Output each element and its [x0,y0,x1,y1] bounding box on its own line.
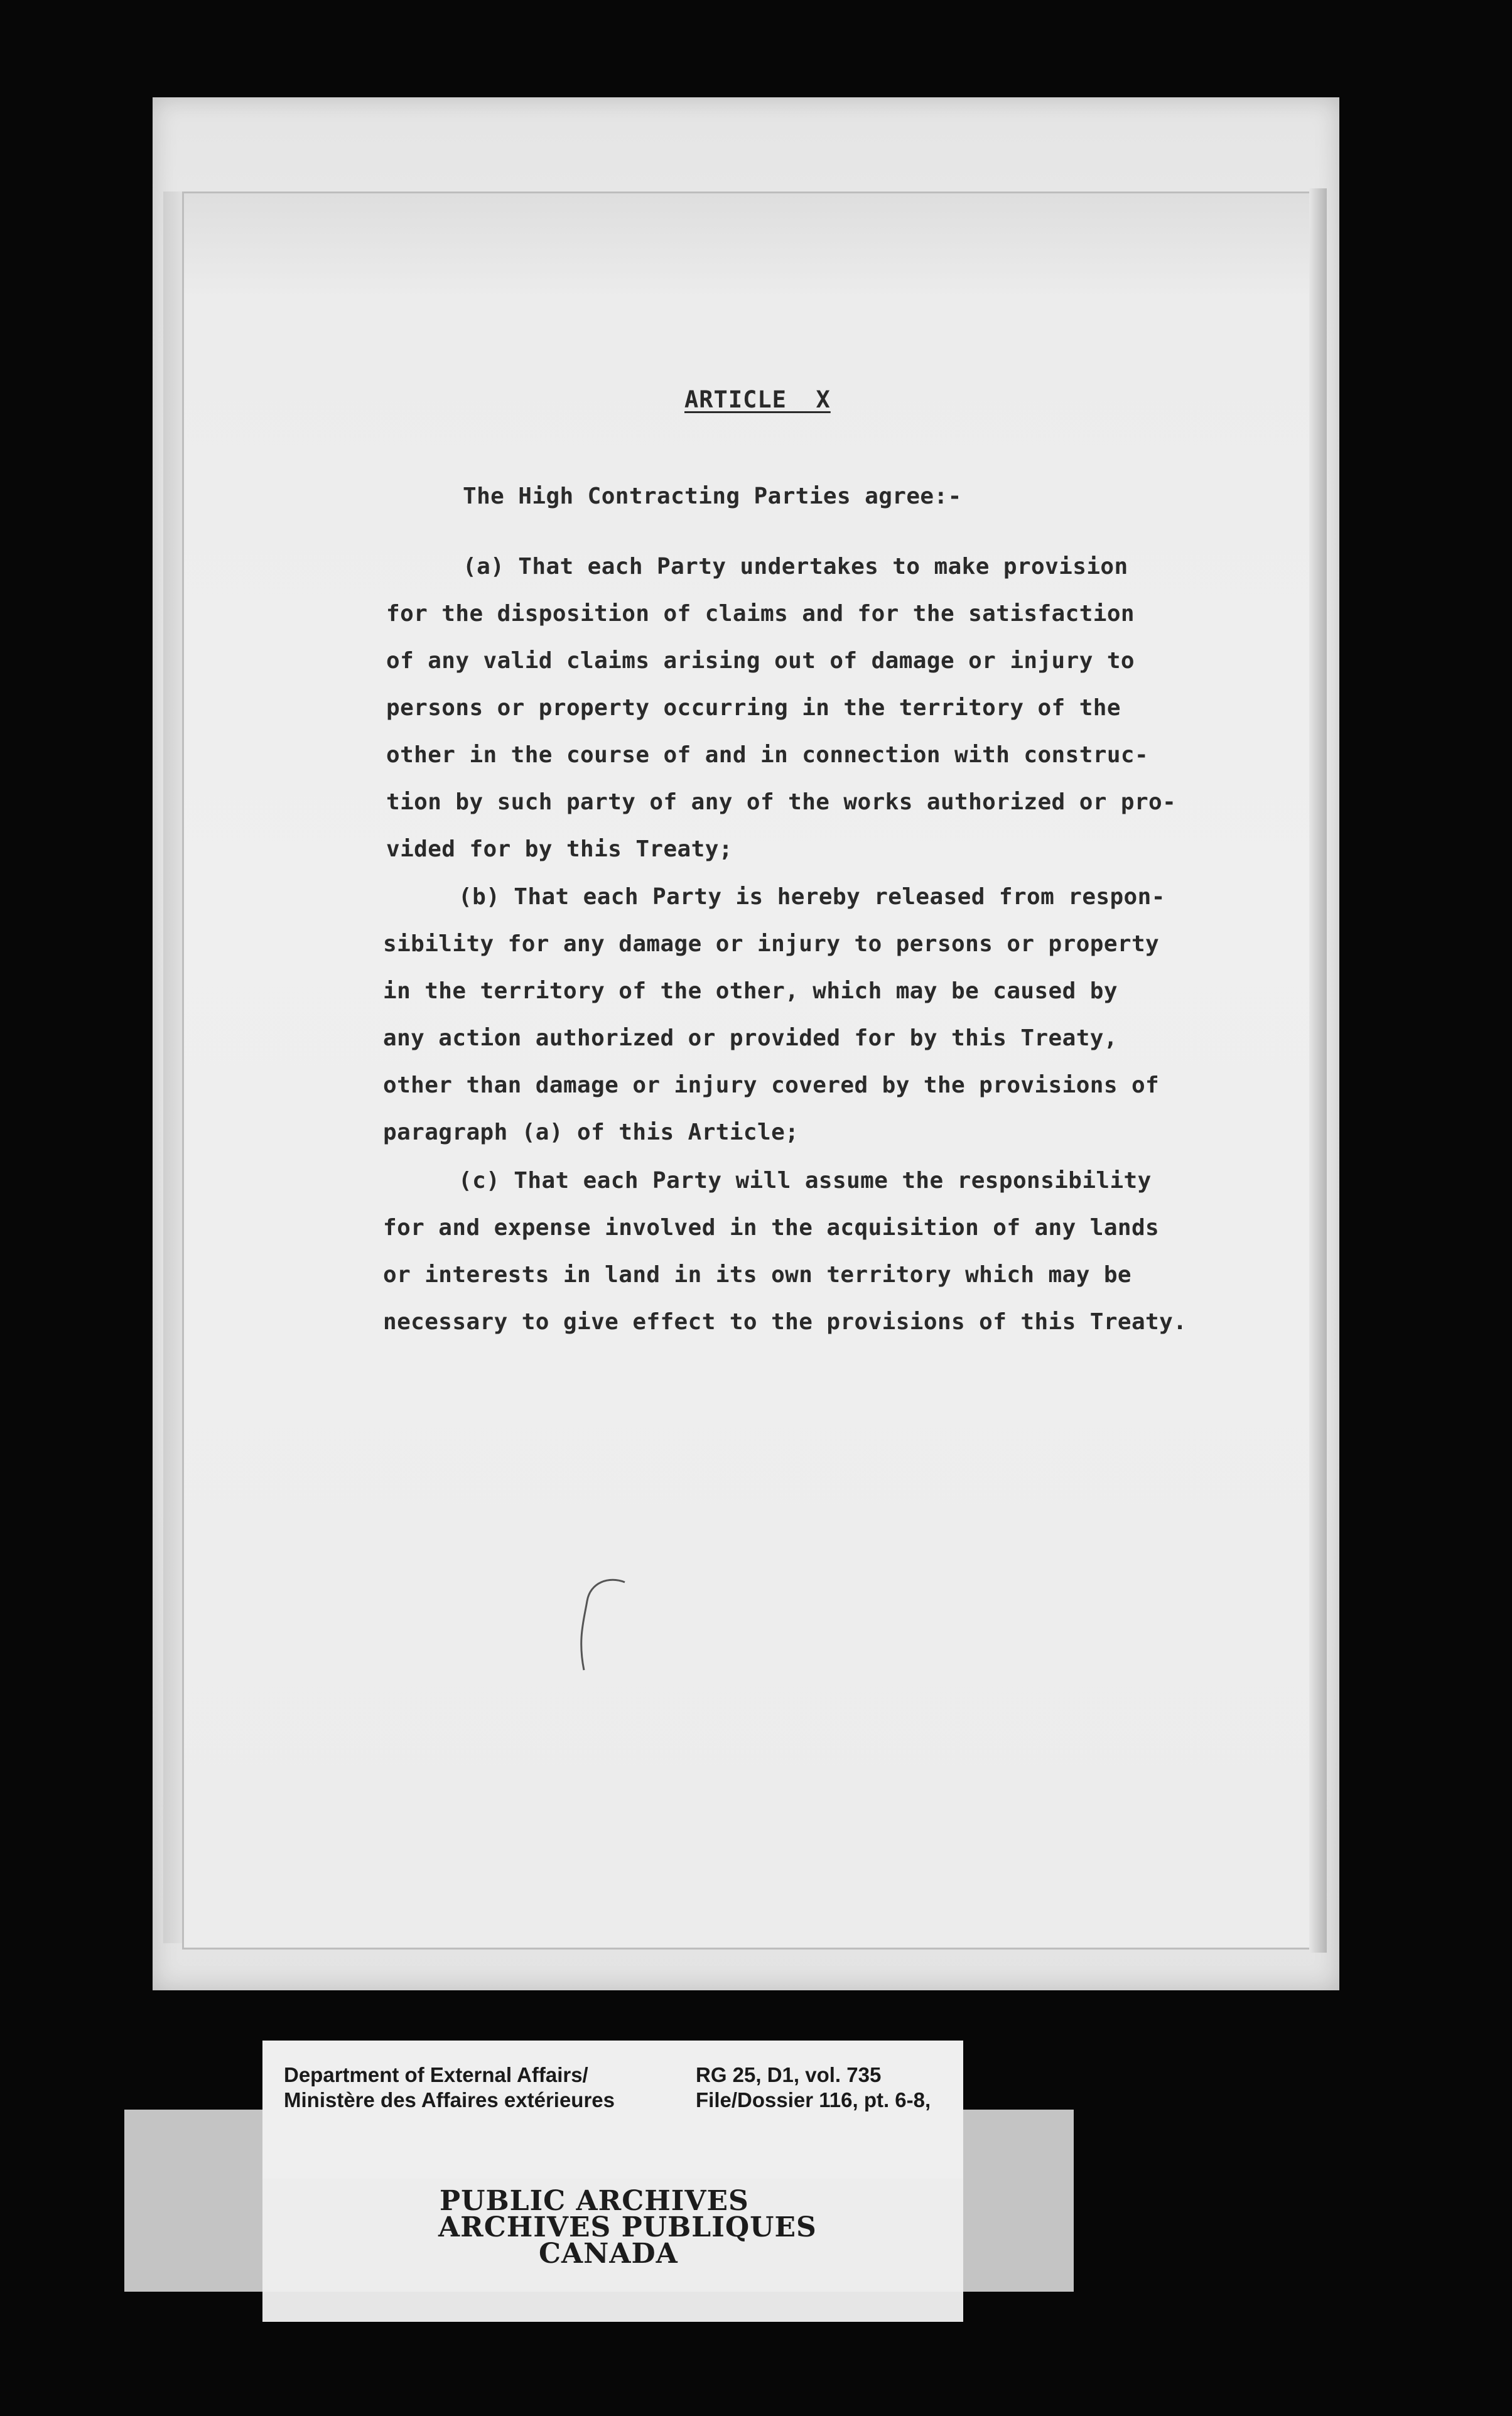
article-title: ARTICLE X [684,386,831,413]
text-line: in the territory of the other, which may be caused by [383,978,1118,1004]
text-line: sibility for any damage or injury to persons or property [383,931,1160,957]
text-line: vided for by this Treaty; [386,836,733,862]
department-en: Department of External Affairs/ [284,2063,588,2086]
text-line: (b) That each Party is hereby released from respon- [458,884,1165,910]
text-line: of any valid claims arising out of damage or injury to [386,648,1135,674]
text-line: necessary to give effect to the provisions of this Treaty. [383,1309,1187,1335]
intro-line: The High Contracting Parties agree:- [463,483,962,509]
stamp-public-archives: PUBLIC ARCHIVES [440,2185,749,2217]
pen-mark [565,1570,640,1683]
text-line: for the disposition of claims and for the satisfaction [386,601,1135,627]
text-line: paragraph (a) of this Article; [383,1119,799,1145]
archive-label-footer [262,2292,963,2322]
record-group-reference: RG 25, D1, vol. 735 [696,2063,882,2086]
text-line: other than damage or injury covered by the provisions of [383,1072,1160,1098]
text-line: other in the course of and in connection with construc- [386,742,1149,768]
text-line: any action authorized or provided for by this Treaty, [383,1025,1118,1051]
text-line: (c) That each Party will assume the responsibility [458,1168,1152,1194]
stamp-canada: CANADA [539,2238,678,2270]
text-line: persons or property occurring in the territory of the [386,695,1121,721]
text-line: or interests in land in its own territory which may be [383,1262,1131,1288]
file-reference: File/Dossier 116, pt. 6-8, [696,2088,931,2111]
text-line: for and expense involved in the acquisition of any lands [383,1215,1160,1241]
department-fr: Ministère des Affaires extérieures [284,2088,615,2111]
stamp-archives-publiques: ARCHIVES PUBLIQUES [438,2211,817,2243]
text-line: tion by such party of any of the works authorized or pro- [386,789,1177,815]
text-line: (a) That each Party undertakes to make provision [463,554,1128,580]
